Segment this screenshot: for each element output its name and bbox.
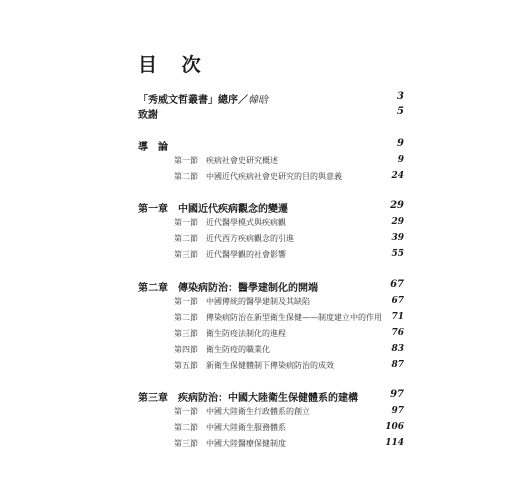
section-label: 傳染病防治在新型衛生保健——制度建立中的作用	[206, 313, 382, 322]
page-number: 24	[391, 171, 404, 181]
toc-section[interactable]	[138, 171, 404, 187]
entry-author: 韓晗	[248, 95, 268, 106]
page-number: 71	[391, 312, 404, 322]
page-number: 114	[385, 438, 404, 448]
section-number: 第二節	[174, 234, 198, 243]
page-number: 83	[391, 344, 404, 354]
toc-section[interactable]	[138, 249, 404, 265]
section-label: 新衛生保健體制下傳染病防治的成效	[206, 361, 334, 370]
toc-section[interactable]	[138, 344, 404, 360]
page-number: 67	[391, 296, 404, 306]
entry-label: 第一章 中國近代疾病觀念的變遷	[138, 204, 288, 215]
page-number: 39	[391, 233, 404, 243]
toc-section[interactable]	[138, 312, 404, 328]
page-number: 29	[391, 217, 404, 227]
section-number: 第一節	[174, 156, 198, 165]
page-number: 67	[390, 279, 404, 290]
section-label: 近代醫學模式與疾病觀	[206, 218, 286, 227]
section-label: 近代醫學觀的社會影響	[206, 250, 286, 259]
section-number: 第一節	[174, 218, 198, 227]
page-number: 106	[385, 422, 404, 432]
section-label: 中國大陸醫療保健制度	[206, 439, 286, 448]
page-number: 29	[390, 200, 404, 211]
entry-label: 導 論	[138, 142, 168, 153]
section-label: 中國近代疾病社會史研究的目的與意義	[206, 172, 342, 181]
toc-section[interactable]	[138, 360, 404, 376]
section-label: 中國大陸衛生服務體系	[206, 423, 286, 432]
toc-entry-chapter-1[interactable]	[138, 200, 404, 216]
page-number: 76	[391, 328, 404, 338]
toc-section[interactable]	[138, 155, 404, 171]
section-number: 第五節	[174, 361, 198, 370]
page-number: 87	[391, 360, 404, 370]
toc-entry-introduction[interactable]	[138, 138, 404, 154]
entry-label: 第二章 傳染病防治：醫學建制化的開端	[138, 283, 318, 294]
page-title: 目 次	[138, 54, 210, 76]
toc-section[interactable]	[138, 233, 404, 249]
toc-section[interactable]	[138, 328, 404, 344]
page-number: 97	[391, 406, 404, 416]
toc-entry-preface[interactable]	[138, 91, 404, 107]
section-label: 中國傳統的醫學建制及其缺陷	[206, 297, 310, 306]
section-label: 近代西方疾病觀念的引進	[206, 234, 294, 243]
toc-section[interactable]	[138, 296, 404, 312]
section-number: 第二節	[174, 313, 198, 322]
section-number: 第二節	[174, 423, 198, 432]
entry-label: 第三章 疾病防治：中國大陸衛生保健體系的建構	[138, 393, 358, 404]
page-number: 3	[397, 91, 404, 102]
page-number: 5	[397, 106, 404, 117]
page-number: 55	[391, 249, 404, 259]
section-number: 第四節	[174, 345, 198, 354]
section-label: 衛生防疫法制化的進程	[206, 329, 286, 338]
section-number: 第一節	[174, 407, 198, 416]
section-number: 第三節	[174, 250, 198, 259]
section-number: 第三節	[174, 329, 198, 338]
toc-section[interactable]	[138, 406, 404, 422]
section-label: 中國大陸衛生行政體系的創立	[206, 407, 310, 416]
toc-entry-chapter-2[interactable]	[138, 279, 404, 295]
toc-section[interactable]	[138, 217, 404, 233]
page-number: 9	[397, 138, 404, 149]
entry-label: 「秀威文哲叢書」總序／	[138, 95, 248, 106]
section-number: 第三節	[174, 439, 198, 448]
page-number: 9	[397, 155, 404, 165]
toc-section[interactable]	[138, 422, 404, 438]
entry-label: 致謝	[138, 110, 158, 121]
section-label: 疾病社會史研究概述	[206, 156, 278, 165]
page-number: 97	[390, 389, 404, 400]
toc-entry-acknowledgements[interactable]	[138, 106, 404, 122]
section-label: 衛生防疫的職業化	[206, 345, 270, 354]
toc-entry-chapter-3[interactable]	[138, 389, 404, 405]
toc-section[interactable]	[138, 438, 404, 454]
section-number: 第一節	[174, 297, 198, 306]
section-number: 第二節	[174, 172, 198, 181]
